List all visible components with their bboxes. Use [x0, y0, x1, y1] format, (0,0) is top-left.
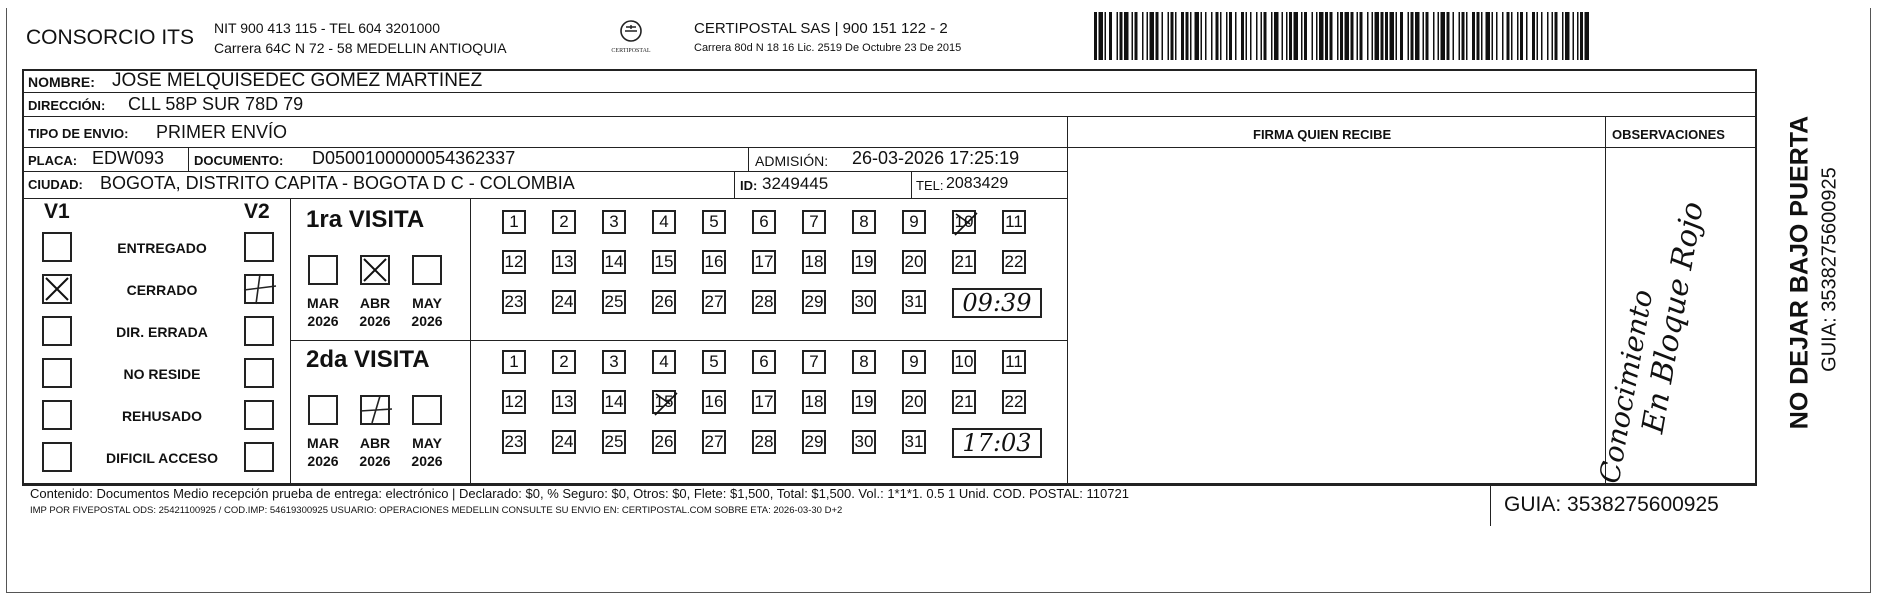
day-box[interactable]: 17 [752, 250, 776, 274]
col-line [911, 171, 912, 198]
day-box[interactable]: 25 [602, 430, 626, 454]
company-info-line1: NIT 900 413 115 - TEL 604 3201000 [214, 20, 440, 36]
status-option-label: DIR. ERRADA [116, 324, 208, 340]
side-guia: GUIA: 3538275600925 [1818, 167, 1841, 372]
day-box[interactable]: 26 [652, 430, 676, 454]
handwritten-time: 17:03 [952, 428, 1042, 458]
tipo-envio-value: PRIMER ENVÍO [156, 122, 288, 142]
col-line [748, 147, 749, 171]
day-box[interactable]: 28 [752, 430, 776, 454]
col-line-firma [1067, 116, 1068, 486]
direccion-value: CLL 58P SUR 78D 79 [128, 94, 304, 114]
day-box[interactable]: 18 [802, 250, 826, 274]
day-box[interactable]: 22 [1002, 250, 1026, 274]
certipostal-logo [606, 18, 656, 58]
day-box[interactable]: 10 [952, 350, 976, 374]
id-value: 3249445 [762, 174, 829, 193]
month-checkbox[interactable] [412, 255, 442, 285]
admision-label: ADMISIÓN: [755, 153, 829, 169]
status-option-label: DIFICIL ACCESO [105, 450, 218, 466]
id-label: ID: [740, 178, 758, 193]
day-box[interactable]: 10 [952, 210, 976, 234]
month-checkbox[interactable] [308, 255, 338, 285]
v1-label: V1 [44, 200, 70, 223]
day-box[interactable]: 8 [852, 350, 876, 374]
day-box[interactable]: 9 [902, 210, 926, 234]
day-box[interactable]: 11 [1002, 350, 1026, 374]
day-box[interactable]: 19 [852, 250, 876, 274]
v1-checkbox[interactable] [42, 232, 72, 262]
month-label: MAY 2026 [411, 435, 443, 469]
v2-label: V2 [244, 200, 270, 223]
nombre-label: NOMBRE: [28, 74, 95, 90]
col-line [734, 171, 735, 198]
day-box[interactable]: 7 [802, 350, 826, 374]
observaciones-label: OBSERVACIONES [1612, 127, 1725, 142]
day-box[interactable]: 23 [502, 290, 526, 314]
placa-value: EDW093 [92, 148, 165, 168]
nombre-value: JOSE MELQUISEDEC GOMEZ MARTINEZ [112, 70, 483, 91]
visit1-title: 1ra VISITA [306, 206, 425, 233]
documento-value: D0500100000054362337 [312, 148, 516, 168]
firma-label: FIRMA QUIEN RECIBE [1253, 127, 1392, 142]
day-box[interactable]: 2 [552, 210, 576, 234]
day-box[interactable]: 30 [852, 290, 876, 314]
month-label: MAY 2026 [411, 295, 443, 329]
month-checkbox[interactable] [308, 395, 338, 425]
visit2-title: 2da VISITA [306, 346, 430, 373]
day-box[interactable]: 15 [652, 250, 676, 274]
day-box[interactable]: 19 [852, 390, 876, 414]
day-box[interactable]: 12 [502, 250, 526, 274]
company-info-line2: Carrera 64C N 72 - 58 MEDELLIN ANTIOQUIA [214, 40, 507, 56]
ciudad-label: CIUDAD: [28, 177, 83, 192]
v2-checkbox[interactable] [244, 442, 274, 472]
footer-line2: IMP POR FIVEPOSTAL ODS: 25421100925 / COD.IMP: 54619300925 USUARIO: OPERACIONES MEDELLIN CONSULTE SU ENVIO EN: CERTIPOSTAL.COM SOBRE ETA: 2026-03-30 D+2 [30, 505, 843, 516]
day-box[interactable]: 7 [802, 210, 826, 234]
month-label: ABR 2026 [359, 295, 391, 329]
ciudad-value: BOGOTA, DISTRITO CAPITA - BOGOTA D C - COLOMBIA [100, 173, 575, 193]
day-box[interactable]: 24 [552, 430, 576, 454]
v1-checkbox[interactable] [42, 442, 72, 472]
day-box[interactable]: 4 [652, 350, 676, 374]
day-box[interactable]: 21 [952, 390, 976, 414]
day-box[interactable]: 3 [602, 350, 626, 374]
status-option-label: ENTREGADO [117, 240, 207, 256]
day-box[interactable]: 22 [1002, 390, 1026, 414]
day-box[interactable]: 6 [752, 350, 776, 374]
tel-value: 2083429 [946, 175, 1009, 192]
svg-text:CERTIPOSTAL: CERTIPOSTAL [611, 48, 651, 54]
v2-checkbox[interactable] [244, 358, 274, 388]
side-warning: NO DEJAR BAJO PUERTA [1785, 115, 1814, 430]
day-box[interactable]: 28 [752, 290, 776, 314]
month-checkbox[interactable] [412, 395, 442, 425]
tel-label: TEL: [916, 178, 944, 193]
footer-line1: Contenido: Documentos Medio recepción prueba de entrega: electrónico | Declarado: $0, % Seguro: $0, Otros: $0, Flete: $1,500, Total: $1,500. Vol.: 1*1*1. 0.5 1 Unid. COD. POSTAL: 110721 [30, 486, 1129, 501]
carrier-line2: Carrera 80d N 18 16 Lic. 2519 De Octubre 23 De 2015 [694, 42, 962, 54]
day-box[interactable]: 20 [902, 250, 926, 274]
day-box[interactable]: 29 [802, 430, 826, 454]
day-box[interactable]: 3 [602, 210, 626, 234]
day-box[interactable]: 20 [902, 390, 926, 414]
day-box[interactable]: 14 [602, 390, 626, 414]
admision-value: 26-03-2026 17:25:19 [852, 148, 1020, 168]
v1-checkbox[interactable] [42, 400, 72, 430]
status-option-label: NO RESIDE [123, 366, 201, 382]
status-option-label: CERRADO [126, 282, 198, 298]
day-box[interactable]: 11 [1002, 210, 1026, 234]
day-box[interactable]: 5 [702, 350, 726, 374]
observaciones-handwriting: Conocimiento En Bloque Rojo [1592, 199, 1711, 486]
month-checkbox[interactable] [360, 255, 390, 285]
day-box[interactable]: 25 [602, 290, 626, 314]
day-box[interactable]: 17 [752, 390, 776, 414]
col-line [188, 147, 189, 171]
day-box[interactable]: 23 [502, 430, 526, 454]
placa-label: PLACA: [28, 153, 78, 168]
footer-line [22, 483, 1757, 484]
v2-checkbox[interactable] [244, 400, 274, 430]
day-box[interactable]: 16 [702, 250, 726, 274]
documento-label: DOCUMENTO: [194, 153, 284, 168]
month-checkbox[interactable] [360, 395, 390, 425]
handwritten-time: 09:39 [952, 288, 1042, 318]
day-box[interactable]: 8 [852, 210, 876, 234]
v2-checkbox[interactable] [244, 232, 274, 262]
footer-guia: GUIA: 3538275600925 [1504, 493, 1719, 516]
day-box[interactable]: 4 [652, 210, 676, 234]
direccion-label: DIRECCIÓN: [28, 98, 106, 113]
day-box[interactable]: 31 [902, 430, 926, 454]
tipo-envio-label: TIPO DE ENVIO: [28, 126, 129, 141]
day-box[interactable]: 31 [902, 290, 926, 314]
day-box[interactable]: 16 [702, 390, 726, 414]
v2-checkbox[interactable] [244, 274, 274, 304]
company-name: CONSORCIO ITS [26, 26, 195, 49]
v2-checkbox[interactable] [244, 316, 274, 346]
status-option-label: REHUSADO [121, 408, 203, 424]
day-box[interactable]: 13 [552, 250, 576, 274]
barcode [1094, 12, 1592, 60]
day-box[interactable]: 5 [702, 210, 726, 234]
day-box[interactable]: 27 [702, 430, 726, 454]
month-label: MAR 2026 [307, 295, 339, 329]
day-box[interactable]: 14 [602, 250, 626, 274]
row-line [290, 340, 1067, 341]
day-box[interactable]: 24 [552, 290, 576, 314]
day-box[interactable]: 6 [752, 210, 776, 234]
month-label: ABR 2026 [359, 435, 391, 469]
day-box[interactable]: 30 [852, 430, 876, 454]
day-box[interactable]: 18 [802, 390, 826, 414]
v1-checkbox[interactable] [42, 358, 72, 388]
day-box[interactable]: 29 [802, 290, 826, 314]
col-line [1490, 483, 1491, 526]
day-box[interactable]: 1 [502, 210, 526, 234]
day-box[interactable]: 13 [552, 390, 576, 414]
day-box[interactable]: 1 [502, 350, 526, 374]
day-box[interactable]: 27 [702, 290, 726, 314]
day-box[interactable]: 21 [952, 250, 976, 274]
day-box[interactable]: 26 [652, 290, 676, 314]
v1-checkbox[interactable] [42, 274, 72, 304]
month-label: MAR 2026 [307, 435, 339, 469]
v1-checkbox[interactable] [42, 316, 72, 346]
day-box[interactable]: 9 [902, 350, 926, 374]
day-box[interactable]: 12 [502, 390, 526, 414]
day-box[interactable]: 15 [652, 390, 676, 414]
carrier-line1: CERTIPOSTAL SAS | 900 151 122 - 2 [694, 20, 948, 37]
day-box[interactable]: 2 [552, 350, 576, 374]
